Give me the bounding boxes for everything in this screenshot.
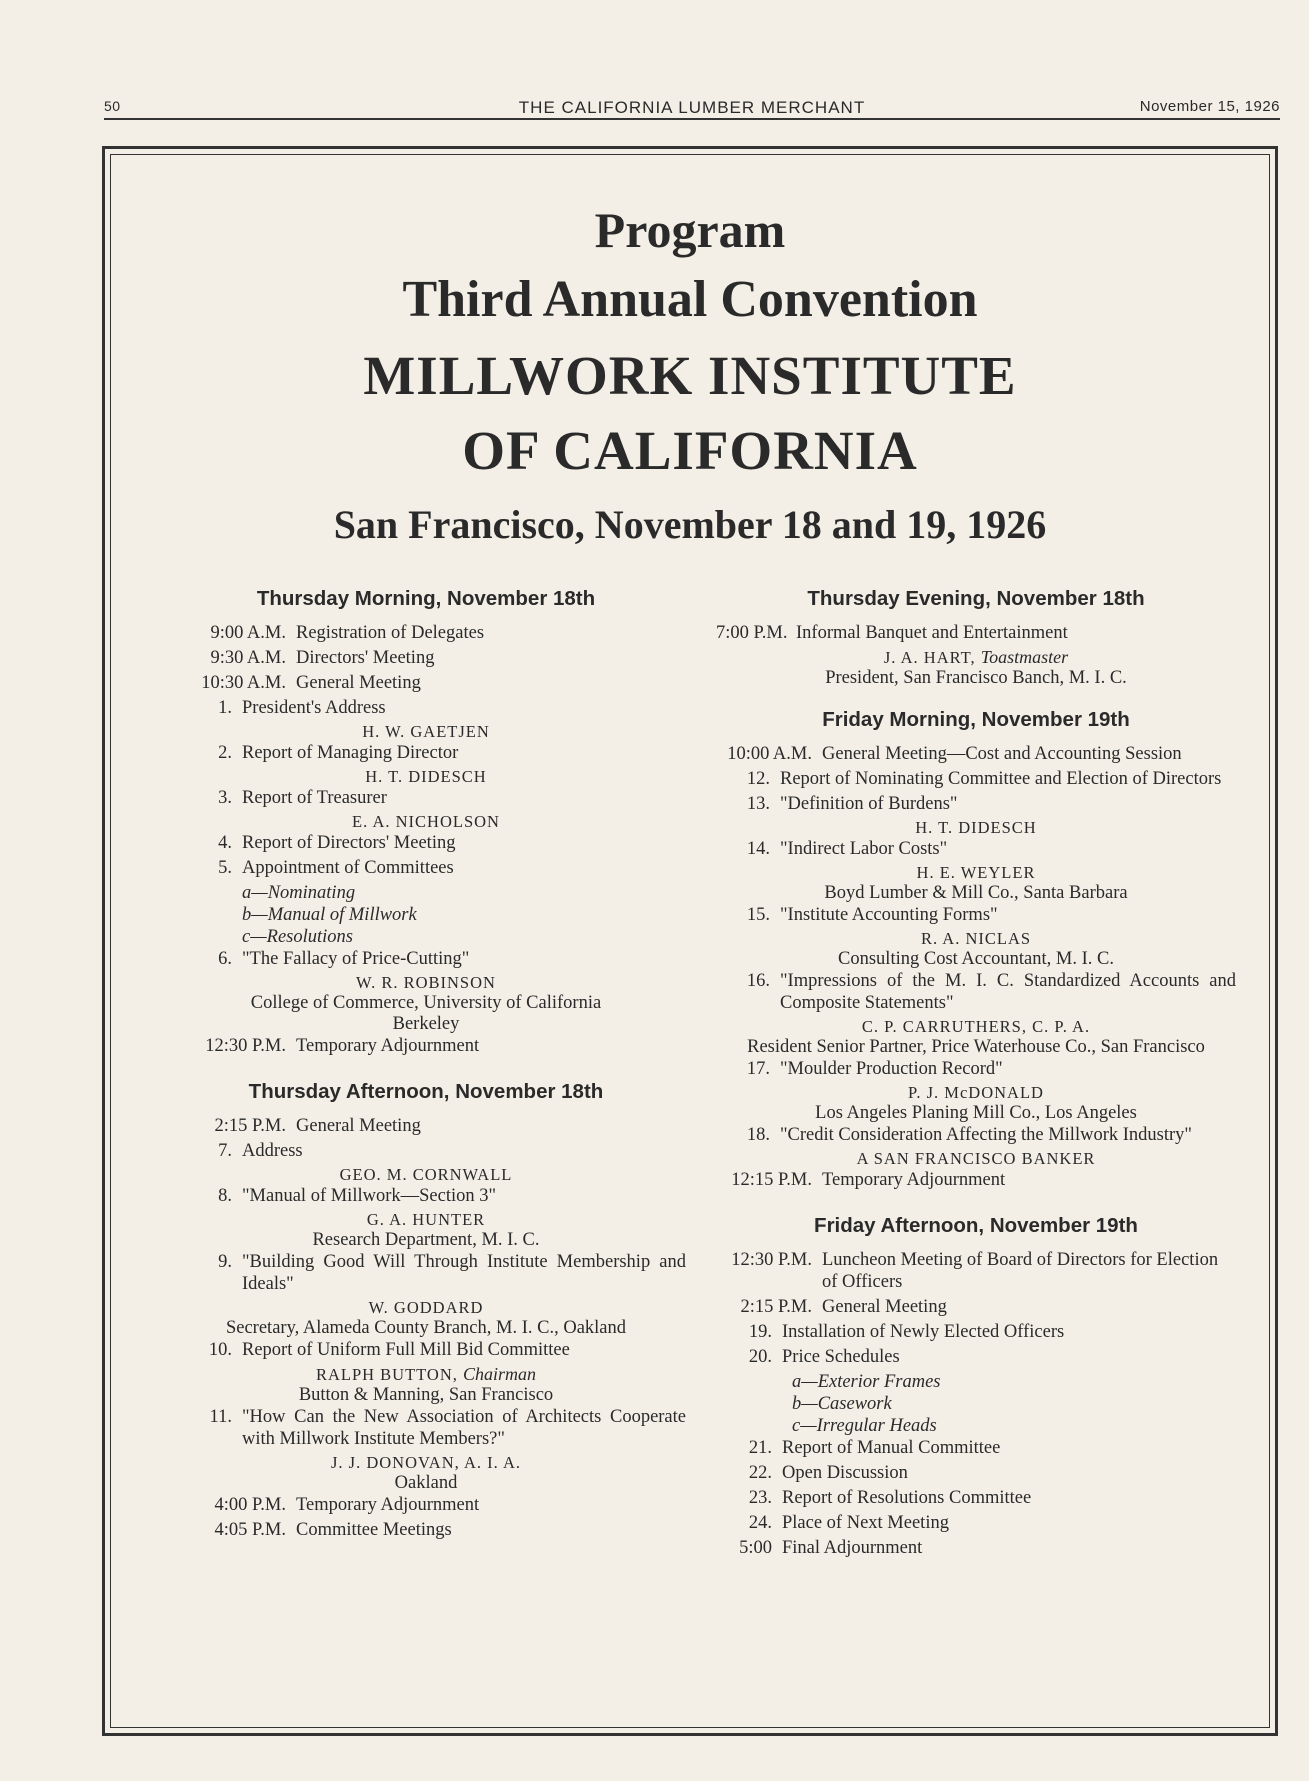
agenda-item [166, 1140, 686, 1162]
entry-text: General Meeting [822, 1297, 947, 1317]
speaker-affiliation: Secretary, Alameda County Branch, M. I. C., Oakland [225, 1318, 627, 1338]
item-text: Report of Directors' Meeting [242, 833, 456, 853]
speaker-name: J. J. DONOVAN, A. I. A. [330, 1453, 521, 1472]
schedule-entry [166, 1519, 686, 1541]
entry-time: 7:00 P.M. [716, 623, 788, 643]
agenda-item [716, 1487, 1236, 1509]
title-institute: MILLWORK INSTITUTE [363, 345, 1017, 406]
agenda-item [166, 742, 686, 764]
entry-text: Luncheon Meeting of Board of Directors for Election of Officers [822, 1250, 1219, 1292]
item-text: Report of Resolutions Committee [782, 1488, 1032, 1508]
publication-title: THE CALIFORNIA LUMBER MERCHANT [518, 98, 866, 117]
item-text: "Credit Consideration Affecting the Millwork Industry" [780, 1125, 1192, 1145]
item-number: 7. [218, 1141, 232, 1161]
item-number: 11. [209, 1407, 232, 1427]
schedule-entry [166, 647, 686, 669]
item-number: 9. [218, 1252, 232, 1272]
item-text: Place of Next Meeting [782, 1513, 949, 1533]
speaker-affiliation: Boyd Lumber & Mill Co., Santa Barbara [824, 883, 1128, 903]
speaker-affiliation: Button & Manning, San Francisco [298, 1385, 554, 1405]
item-number: 13. [746, 794, 770, 814]
schedule-entry [716, 1249, 1236, 1293]
speaker-line [716, 647, 1236, 668]
speaker-name: E. A. NICHOLSON [352, 812, 500, 831]
agenda-item [716, 838, 1236, 860]
item-text: "Impressions of the M. I. C. Standardized Accounts and Composite Statements" [780, 971, 1236, 1013]
item-number: 17. [746, 1059, 770, 1079]
entry-time: 10:30 A.M. [201, 673, 286, 693]
speaker-name: J. A. HART, [883, 648, 976, 667]
item-text: Report of Treasurer [242, 788, 387, 808]
entry-text: Informal Banquet and Entertainment [796, 623, 1068, 643]
item-number: 5. [218, 858, 232, 878]
speaker-affiliation: President, San Francisco Banch, M. I. C. [825, 668, 1127, 688]
agenda-item [716, 1512, 1236, 1534]
item-number: 1. [218, 698, 232, 718]
left-column [166, 586, 686, 1555]
agenda-item [716, 793, 1236, 815]
issue-date: November 15, 1926 [1139, 98, 1280, 115]
entry-time: 12:15 P.M. [731, 1170, 812, 1190]
agenda-item [716, 1462, 1236, 1484]
session-heading: Friday Afternoon, November 19th [814, 1214, 1138, 1237]
item-number: 22. [748, 1463, 772, 1483]
item-number: 14. [746, 839, 770, 859]
entry-time: 5:00 [739, 1538, 772, 1558]
schedule-entry [716, 1169, 1236, 1191]
agenda-item [166, 1251, 686, 1295]
title-convention: Third Annual Convention [402, 271, 978, 328]
item-number: 4. [218, 833, 232, 853]
speaker-name: H. T. DIDESCH [365, 767, 487, 786]
schedule-entry [166, 1494, 686, 1516]
speaker-name: W. GODDARD [368, 1298, 484, 1317]
title-location-date: San Francisco, November 18 and 19, 1926 [333, 502, 1047, 547]
session-heading: Thursday Evening, November 18th [807, 587, 1145, 610]
session-heading: Thursday Afternoon, November 18th [248, 1080, 604, 1103]
item-text: "Definition of Burdens" [780, 794, 958, 814]
entry-text: Temporary Adjournment [296, 1495, 480, 1515]
right-column [716, 586, 1236, 1573]
item-text: Appointment of Committees [242, 858, 454, 878]
item-text: "Indirect Labor Costs" [780, 839, 948, 859]
speaker-name: W. R. ROBINSON [356, 973, 496, 992]
entry-text: General Meeting [296, 1116, 421, 1136]
item-number: 12. [746, 769, 770, 789]
entry-time: 9:00 A.M. [210, 623, 286, 643]
item-number: 16. [746, 971, 770, 991]
item-number: 21. [748, 1438, 772, 1458]
sub-item: a—Exterior Frames [792, 1372, 941, 1392]
schedule-entry [716, 1296, 1236, 1318]
item-text: "Institute Accounting Forms" [780, 905, 998, 925]
agenda-item [166, 1406, 686, 1450]
session-thursday-morning [166, 586, 686, 1057]
entry-time: 12:30 P.M. [205, 1036, 286, 1056]
speaker-affiliation: College of Commerce, University of California [250, 993, 602, 1013]
item-text: Installation of Newly Elected Officers [782, 1322, 1065, 1342]
speaker-name: C. P. CARRUTHERS, C. P. A. [861, 1017, 1091, 1036]
agenda-item [166, 697, 686, 719]
speaker-name: H. T. DIDESCH [915, 818, 1037, 837]
agenda-item [166, 1339, 686, 1361]
speaker-role: Chairman [463, 1364, 537, 1384]
agenda-item [166, 1185, 686, 1207]
speaker-name: RALPH BUTTON, [315, 1365, 458, 1384]
schedule-entry [716, 1537, 1236, 1559]
page-number: 50 [104, 98, 121, 114]
speaker-name: H. W. GAETJEN [362, 722, 490, 741]
item-number: 19. [748, 1322, 772, 1342]
title-program: Program [594, 202, 786, 258]
session-thursday-afternoon [166, 1079, 686, 1541]
entry-text: Directors' Meeting [296, 648, 435, 668]
agenda-item [716, 768, 1236, 790]
speaker-name: G. A. HUNTER [366, 1210, 486, 1229]
agenda-item [166, 832, 686, 854]
entry-text: Temporary Adjournment [822, 1170, 1006, 1190]
sub-item: b—Casework [792, 1394, 892, 1414]
item-number: 3. [218, 788, 232, 808]
entry-time: 2:15 P.M. [214, 1116, 286, 1136]
item-text: "How Can the New Association of Architects Cooperate with Millwork Institute Members?" [242, 1407, 686, 1449]
speaker-line [166, 1364, 686, 1385]
program-title-block [110, 200, 1270, 556]
agenda-item [716, 904, 1236, 926]
entry-time: 12:30 P.M. [731, 1250, 812, 1270]
entry-text: Committee Meetings [296, 1520, 452, 1540]
speaker-name: GEO. M. CORNWALL [339, 1165, 513, 1184]
agenda-item [716, 1437, 1236, 1459]
entry-time: 4:05 P.M. [214, 1520, 286, 1540]
speaker-name: A SAN FRANCISCO BANKER [856, 1149, 1096, 1168]
item-number: 2. [218, 743, 232, 763]
item-text: Report of Managing Director [242, 743, 459, 763]
item-number: 23. [748, 1488, 772, 1508]
agenda-item [716, 1124, 1236, 1146]
entry-text: General Meeting [296, 673, 421, 693]
entry-text: General Meeting—Cost and Accounting Session [822, 744, 1182, 764]
item-text: "Building Good Will Through Institute Membership and Ideals" [242, 1252, 686, 1294]
agenda-item [716, 1321, 1236, 1343]
entry-time: 4:00 P.M. [214, 1495, 286, 1515]
item-text: President's Address [242, 698, 386, 718]
entry-time: 10:00 A.M. [727, 744, 812, 764]
item-number: 24. [748, 1513, 772, 1533]
item-text: Report of Uniform Full Mill Bid Committee [242, 1340, 570, 1360]
sub-item: c—Resolutions [242, 927, 353, 947]
item-text: Price Schedules [782, 1347, 900, 1367]
title-state: OF CALIFORNIA [462, 420, 918, 481]
session-friday-morning [716, 707, 1236, 1191]
speaker-affiliation: Consulting Cost Accountant, M. I. C. [838, 949, 1114, 969]
session-friday-afternoon [716, 1213, 1236, 1559]
sub-item: b—Manual of Millwork [242, 905, 417, 925]
agenda-item [716, 1346, 1236, 1368]
speaker-role: Toastmaster [980, 647, 1069, 667]
agenda-item [166, 948, 686, 970]
item-number: 18. [746, 1125, 770, 1145]
schedule-entry [166, 1115, 686, 1137]
item-number: 10. [208, 1340, 232, 1360]
schedule-entry [166, 672, 686, 694]
agenda-item [166, 787, 686, 809]
item-number: 6. [218, 949, 232, 969]
speaker-affiliation: Oakland [394, 1473, 458, 1493]
item-text: Address [242, 1141, 303, 1161]
speaker-name: R. A. NICLAS [920, 929, 1032, 948]
agenda-item [166, 857, 686, 879]
item-text: "Manual of Millwork—Section 3" [242, 1186, 497, 1206]
session-heading: Friday Morning, November 19th [822, 708, 1130, 731]
entry-time: 9:30 A.M. [210, 648, 286, 668]
schedule-entry [166, 622, 686, 644]
speaker-name: P. J. McDONALD [908, 1083, 1044, 1102]
agenda-item [716, 970, 1236, 1014]
entry-text: Temporary Adjournment [296, 1036, 480, 1056]
running-head [104, 96, 1280, 120]
speaker-affiliation: Resident Senior Partner, Price Waterhouse Co., San Francisco [747, 1037, 1205, 1057]
speaker-affiliation: Los Angeles Planing Mill Co., Los Angeles [815, 1103, 1137, 1123]
item-text: "The Fallacy of Price-Cutting" [242, 949, 470, 969]
item-text: Report of Manual Committee [782, 1438, 1001, 1458]
session-heading: Thursday Morning, November 18th [256, 587, 596, 610]
item-number: 20. [748, 1347, 772, 1367]
schedule-entry [716, 622, 1236, 644]
schedule-entry [716, 743, 1236, 765]
session-thursday-evening [716, 586, 1236, 689]
speaker-affiliation: Berkeley [392, 1014, 460, 1034]
speaker-name: H. E. WEYLER [916, 863, 1036, 882]
entry-time: 2:15 P.M. [740, 1297, 812, 1317]
sub-item: a—Nominating [242, 883, 356, 903]
entry-text: Final Adjournment [782, 1538, 923, 1558]
item-number: 8. [218, 1186, 232, 1206]
item-number: 15. [746, 905, 770, 925]
item-text: "Moulder Production Record" [780, 1059, 1003, 1079]
item-text: Open Discussion [782, 1463, 908, 1483]
item-text: Report of Nominating Committee and Election of Directors [780, 769, 1222, 789]
agenda-item [716, 1058, 1236, 1080]
sub-item: c—Irregular Heads [792, 1416, 937, 1436]
speaker-affiliation: Research Department, M. I. C. [312, 1230, 540, 1250]
entry-text: Registration of Delegates [296, 623, 485, 643]
schedule-entry [166, 1035, 686, 1057]
